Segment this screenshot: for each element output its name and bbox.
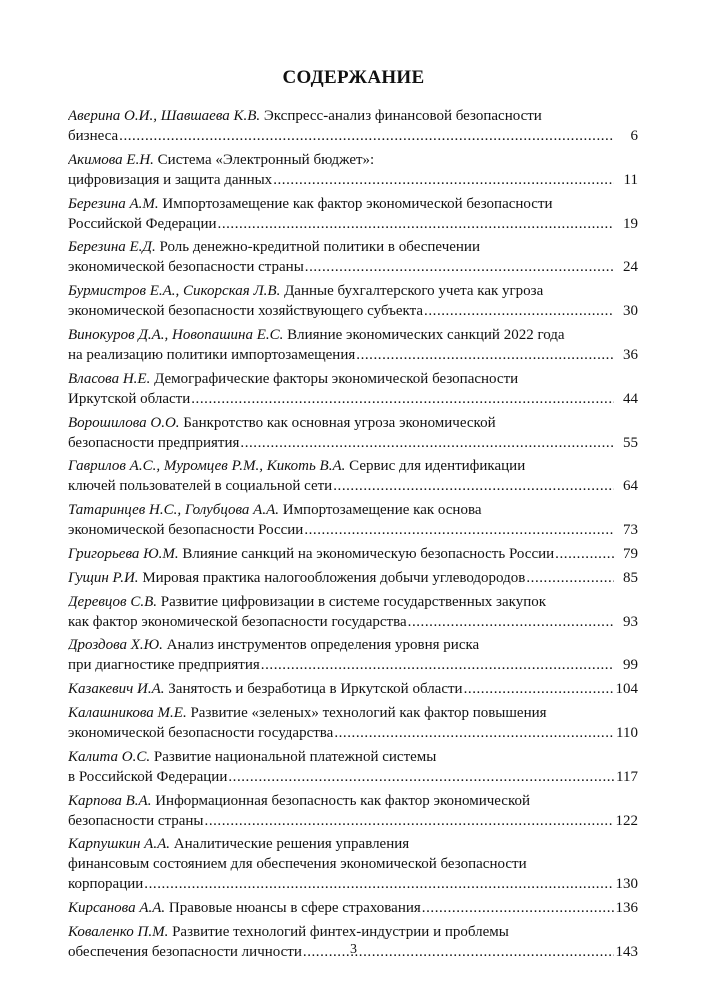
toc-entry-title: Демографические факторы экономической безопасности xyxy=(154,370,519,387)
dot-leader xyxy=(424,301,614,321)
toc-entry-title: экономической безопасности государства xyxy=(68,724,334,741)
toc-entry xyxy=(68,106,638,146)
toc-entry-page: 11 xyxy=(623,171,638,188)
dot-leader xyxy=(218,214,614,234)
toc-entry-title: Развитие «зеленых» технологий как фактор повышения xyxy=(190,704,547,721)
toc-entry-author: Березина А.М. xyxy=(68,195,159,212)
toc-entry-page: 136 xyxy=(615,900,638,917)
toc-entry-title: Влияние экономических санкций 2022 года xyxy=(287,326,565,343)
toc-entry-last-line xyxy=(68,433,638,453)
toc-entry-page: 122 xyxy=(615,812,638,829)
toc-entry-last-line xyxy=(68,811,638,831)
toc-entry-title: финансовым состоянием для обеспечения экономической безопасности xyxy=(68,856,527,873)
dot-leader xyxy=(228,767,614,787)
toc-entry-author: Бурмистров Е.А., Сикорская Л.В. xyxy=(68,283,281,300)
toc-entry xyxy=(68,544,638,564)
dot-leader xyxy=(144,874,613,894)
toc-entry-author: Акимова Е.Н. xyxy=(68,151,154,168)
toc-entry-line xyxy=(68,922,638,942)
toc-entry-page: 130 xyxy=(615,876,638,893)
toc-entry-title: бизнеса xyxy=(68,128,119,144)
toc-entry-title: Иркутской области xyxy=(68,390,191,407)
toc-entry-page: 99 xyxy=(623,657,638,674)
toc-entry-author: Карпушкин А.А. xyxy=(68,836,170,853)
toc-entry-title: Российской Федерации xyxy=(68,215,217,232)
toc-entry-title: как фактор экономической безопасности государства xyxy=(68,613,407,630)
toc-entry-author: Дроздова Х.Ю. xyxy=(68,637,163,654)
toc-entry-line xyxy=(68,456,638,476)
toc-entry-line xyxy=(68,194,638,214)
toc-entry xyxy=(68,413,638,453)
toc-entry-title: ключей пользователей в социальной сети xyxy=(68,478,333,495)
toc-entry-author: Калита О.С. xyxy=(68,748,151,765)
toc-entry xyxy=(68,237,638,277)
toc-entry-last-line xyxy=(68,544,638,564)
dot-leader xyxy=(422,898,614,918)
toc-entry xyxy=(68,635,638,675)
toc-entry-author: Казакевич И.А. xyxy=(68,681,165,698)
toc-entry-page: 19 xyxy=(623,215,638,232)
dot-leader xyxy=(555,544,614,564)
dot-leader xyxy=(119,126,614,146)
toc-entry xyxy=(68,281,638,321)
toc-entry-page: 36 xyxy=(623,346,638,363)
dot-leader xyxy=(408,612,614,632)
toc-entry-title: Банкротство как основная угроза экономической xyxy=(183,414,496,431)
page-title: СОДЕРЖАНИЕ xyxy=(282,67,425,88)
toc-entry-author: Аверина О.И., Шавшаева К.В. xyxy=(68,108,261,124)
toc-entry-line xyxy=(68,281,638,301)
toc-entry-last-line xyxy=(68,126,638,146)
toc-entry-title: Сервис для идентификации xyxy=(349,458,526,475)
toc-entry-title: экономической безопасности страны xyxy=(68,259,304,276)
toc-entry-title: безопасности страны xyxy=(68,812,204,829)
toc-entry-title: Данные бухгалтерского учета как угроза xyxy=(284,283,544,300)
toc-entry-line xyxy=(68,369,638,389)
toc-entry-author: Коваленко П.М. xyxy=(68,923,169,940)
toc-entry-line xyxy=(68,703,638,723)
toc-entry-last-line xyxy=(68,679,638,699)
toc-entry xyxy=(68,150,638,190)
toc-entry-title: Информационная безопасность как фактор экономической xyxy=(155,792,531,809)
dot-leader xyxy=(333,476,614,496)
toc-entry-title: Система «Электронный бюджет»: xyxy=(157,151,375,168)
toc-entry-title: обеспечения безопасности личности xyxy=(68,943,302,960)
toc-entry xyxy=(68,500,638,540)
toc-entry-line xyxy=(68,854,638,874)
toc-entry-title: на реализацию политики импортозамещения xyxy=(68,346,356,363)
toc-entry-last-line xyxy=(68,874,638,894)
toc-entry-page: 110 xyxy=(616,724,638,741)
toc-entry-page: 85 xyxy=(623,569,638,586)
toc-entry-last-line xyxy=(68,898,638,918)
dot-leader xyxy=(526,568,614,588)
toc-entry-page: 104 xyxy=(615,681,638,698)
toc-entry-page: 55 xyxy=(623,434,638,451)
toc-entry-line xyxy=(68,325,638,345)
toc-entry xyxy=(68,456,638,496)
toc-entry xyxy=(68,703,638,743)
toc-entry-line xyxy=(68,500,638,520)
toc-entry xyxy=(68,369,638,409)
toc-entry-author: Власова Н.Е. xyxy=(68,370,151,387)
dot-leader xyxy=(464,679,614,699)
toc-entry-title: корпорации xyxy=(68,876,144,893)
toc-entry-line xyxy=(68,635,638,655)
toc-entry-last-line xyxy=(68,214,638,234)
toc-entry-page: 30 xyxy=(623,303,638,320)
toc-entry-title: Роль денежно-кредитной политики в обеспечении xyxy=(159,239,480,256)
toc-entry xyxy=(68,325,638,365)
toc-entry-last-line xyxy=(68,257,638,277)
toc-entry-page: 93 xyxy=(623,613,638,630)
toc-entry-last-line xyxy=(68,723,638,743)
toc-entry-line xyxy=(68,237,638,257)
toc-entry-title: цифровизация и защита данных xyxy=(68,171,273,188)
toc-entry-title: Развитие национальной платежной системы xyxy=(153,748,437,765)
toc-entry-page: 143 xyxy=(615,943,638,960)
toc-entry-last-line xyxy=(68,655,638,675)
toc-entry-author: Деревцов С.В. xyxy=(68,593,157,610)
toc-entry xyxy=(68,898,638,918)
toc-entry-author: Калашникова М.Е. xyxy=(68,704,187,721)
toc-entry-line xyxy=(68,747,638,767)
toc-entry-title: Экспресс-анализ финансовой безопасности xyxy=(263,108,542,124)
dot-leader xyxy=(305,257,614,277)
toc-entry-page: 79 xyxy=(623,545,638,562)
toc-entry-title: Развитие цифровизации в системе государственных закупок xyxy=(160,593,547,610)
toc-entry-page: 44 xyxy=(623,390,638,407)
toc-entry-author: Винокуров Д.А., Новопашина Е.С. xyxy=(68,326,284,343)
toc-entry-last-line xyxy=(68,568,638,588)
toc-entry-line xyxy=(68,592,638,612)
toc-entry-last-line xyxy=(68,389,638,409)
toc-entry-title: Правовые нюансы в сфере страхования xyxy=(168,900,421,917)
dot-leader xyxy=(240,433,614,453)
toc-entry-title: Аналитические решения управления xyxy=(173,836,410,853)
toc-entry-title: Мировая практика налогообложения добычи углеводородов xyxy=(142,569,526,586)
toc-entry-last-line xyxy=(68,767,638,787)
toc-entry-last-line xyxy=(68,476,638,496)
toc-entry-title: Развитие технологий финтех-индустрии и проблемы xyxy=(172,923,509,940)
toc-entry-author: Гущин Р.И. xyxy=(68,569,139,586)
toc-entry-title: Анализ инструментов определения уровня риска xyxy=(166,637,480,654)
dot-leader xyxy=(304,520,614,540)
dot-leader xyxy=(334,723,614,743)
toc-entry-title: Влияние санкций на экономическую безопасность России xyxy=(182,545,555,562)
dot-leader xyxy=(356,345,614,365)
toc-entry-line xyxy=(68,834,638,854)
toc-entry-author: Карпова В.А. xyxy=(68,792,152,809)
toc-entry xyxy=(68,194,638,234)
toc-entry-title: Занятость и безработица в Иркутской области xyxy=(168,681,463,698)
toc-entry-page: 6 xyxy=(630,128,638,144)
toc-entry-last-line xyxy=(68,170,638,190)
toc-entry-page: 24 xyxy=(623,259,638,276)
toc-entry-title: экономической безопасности России xyxy=(68,522,304,539)
toc-entry-line xyxy=(68,106,638,126)
toc-entry-title: экономической безопасности хозяйствующего субъекта xyxy=(68,303,424,320)
toc-entry-last-line xyxy=(68,612,638,632)
toc-entry xyxy=(68,834,638,894)
toc-entry-author: Ворошилова О.О. xyxy=(68,414,180,431)
page-number: 3 xyxy=(350,942,357,957)
toc-entry-author: Березина Е.Д. xyxy=(68,239,156,256)
dot-leader xyxy=(273,170,614,190)
toc-entry-last-line xyxy=(68,345,638,365)
table-of-contents xyxy=(68,106,638,966)
toc-entry-line xyxy=(68,791,638,811)
dot-leader xyxy=(261,655,614,675)
toc-entry-title: Импортозамещение как основа xyxy=(282,502,482,519)
dot-leader xyxy=(205,811,614,831)
toc-entry xyxy=(68,679,638,699)
toc-entry-line xyxy=(68,150,638,170)
toc-entry-title: в Российской Федерации xyxy=(68,768,228,785)
toc-entry-author: Григорьева Ю.М. xyxy=(68,545,179,562)
toc-entry-page: 64 xyxy=(623,478,638,495)
toc-entry-title: безопасности предприятия xyxy=(68,434,240,451)
toc-entry-page: 73 xyxy=(623,522,638,539)
toc-entry-page: 117 xyxy=(616,768,638,785)
toc-entry xyxy=(68,568,638,588)
toc-entry-last-line xyxy=(68,301,638,321)
toc-entry-author: Татаринцев Н.С., Голубцова А.А. xyxy=(68,502,279,519)
dot-leader xyxy=(191,389,614,409)
toc-entry-last-line xyxy=(68,520,638,540)
toc-entry xyxy=(68,747,638,787)
toc-entry-title: Импортозамещение как фактор экономической безопасности xyxy=(162,195,553,212)
toc-entry-author: Кирсанова А.А. xyxy=(68,900,166,917)
toc-entry-line xyxy=(68,413,638,433)
toc-entry xyxy=(68,592,638,632)
toc-entry-title: при диагностике предприятия xyxy=(68,657,260,674)
toc-entry xyxy=(68,791,638,831)
toc-entry-author: Гаврилов А.С., Муромцев Р.М., Кикоть В.А. xyxy=(68,458,346,475)
